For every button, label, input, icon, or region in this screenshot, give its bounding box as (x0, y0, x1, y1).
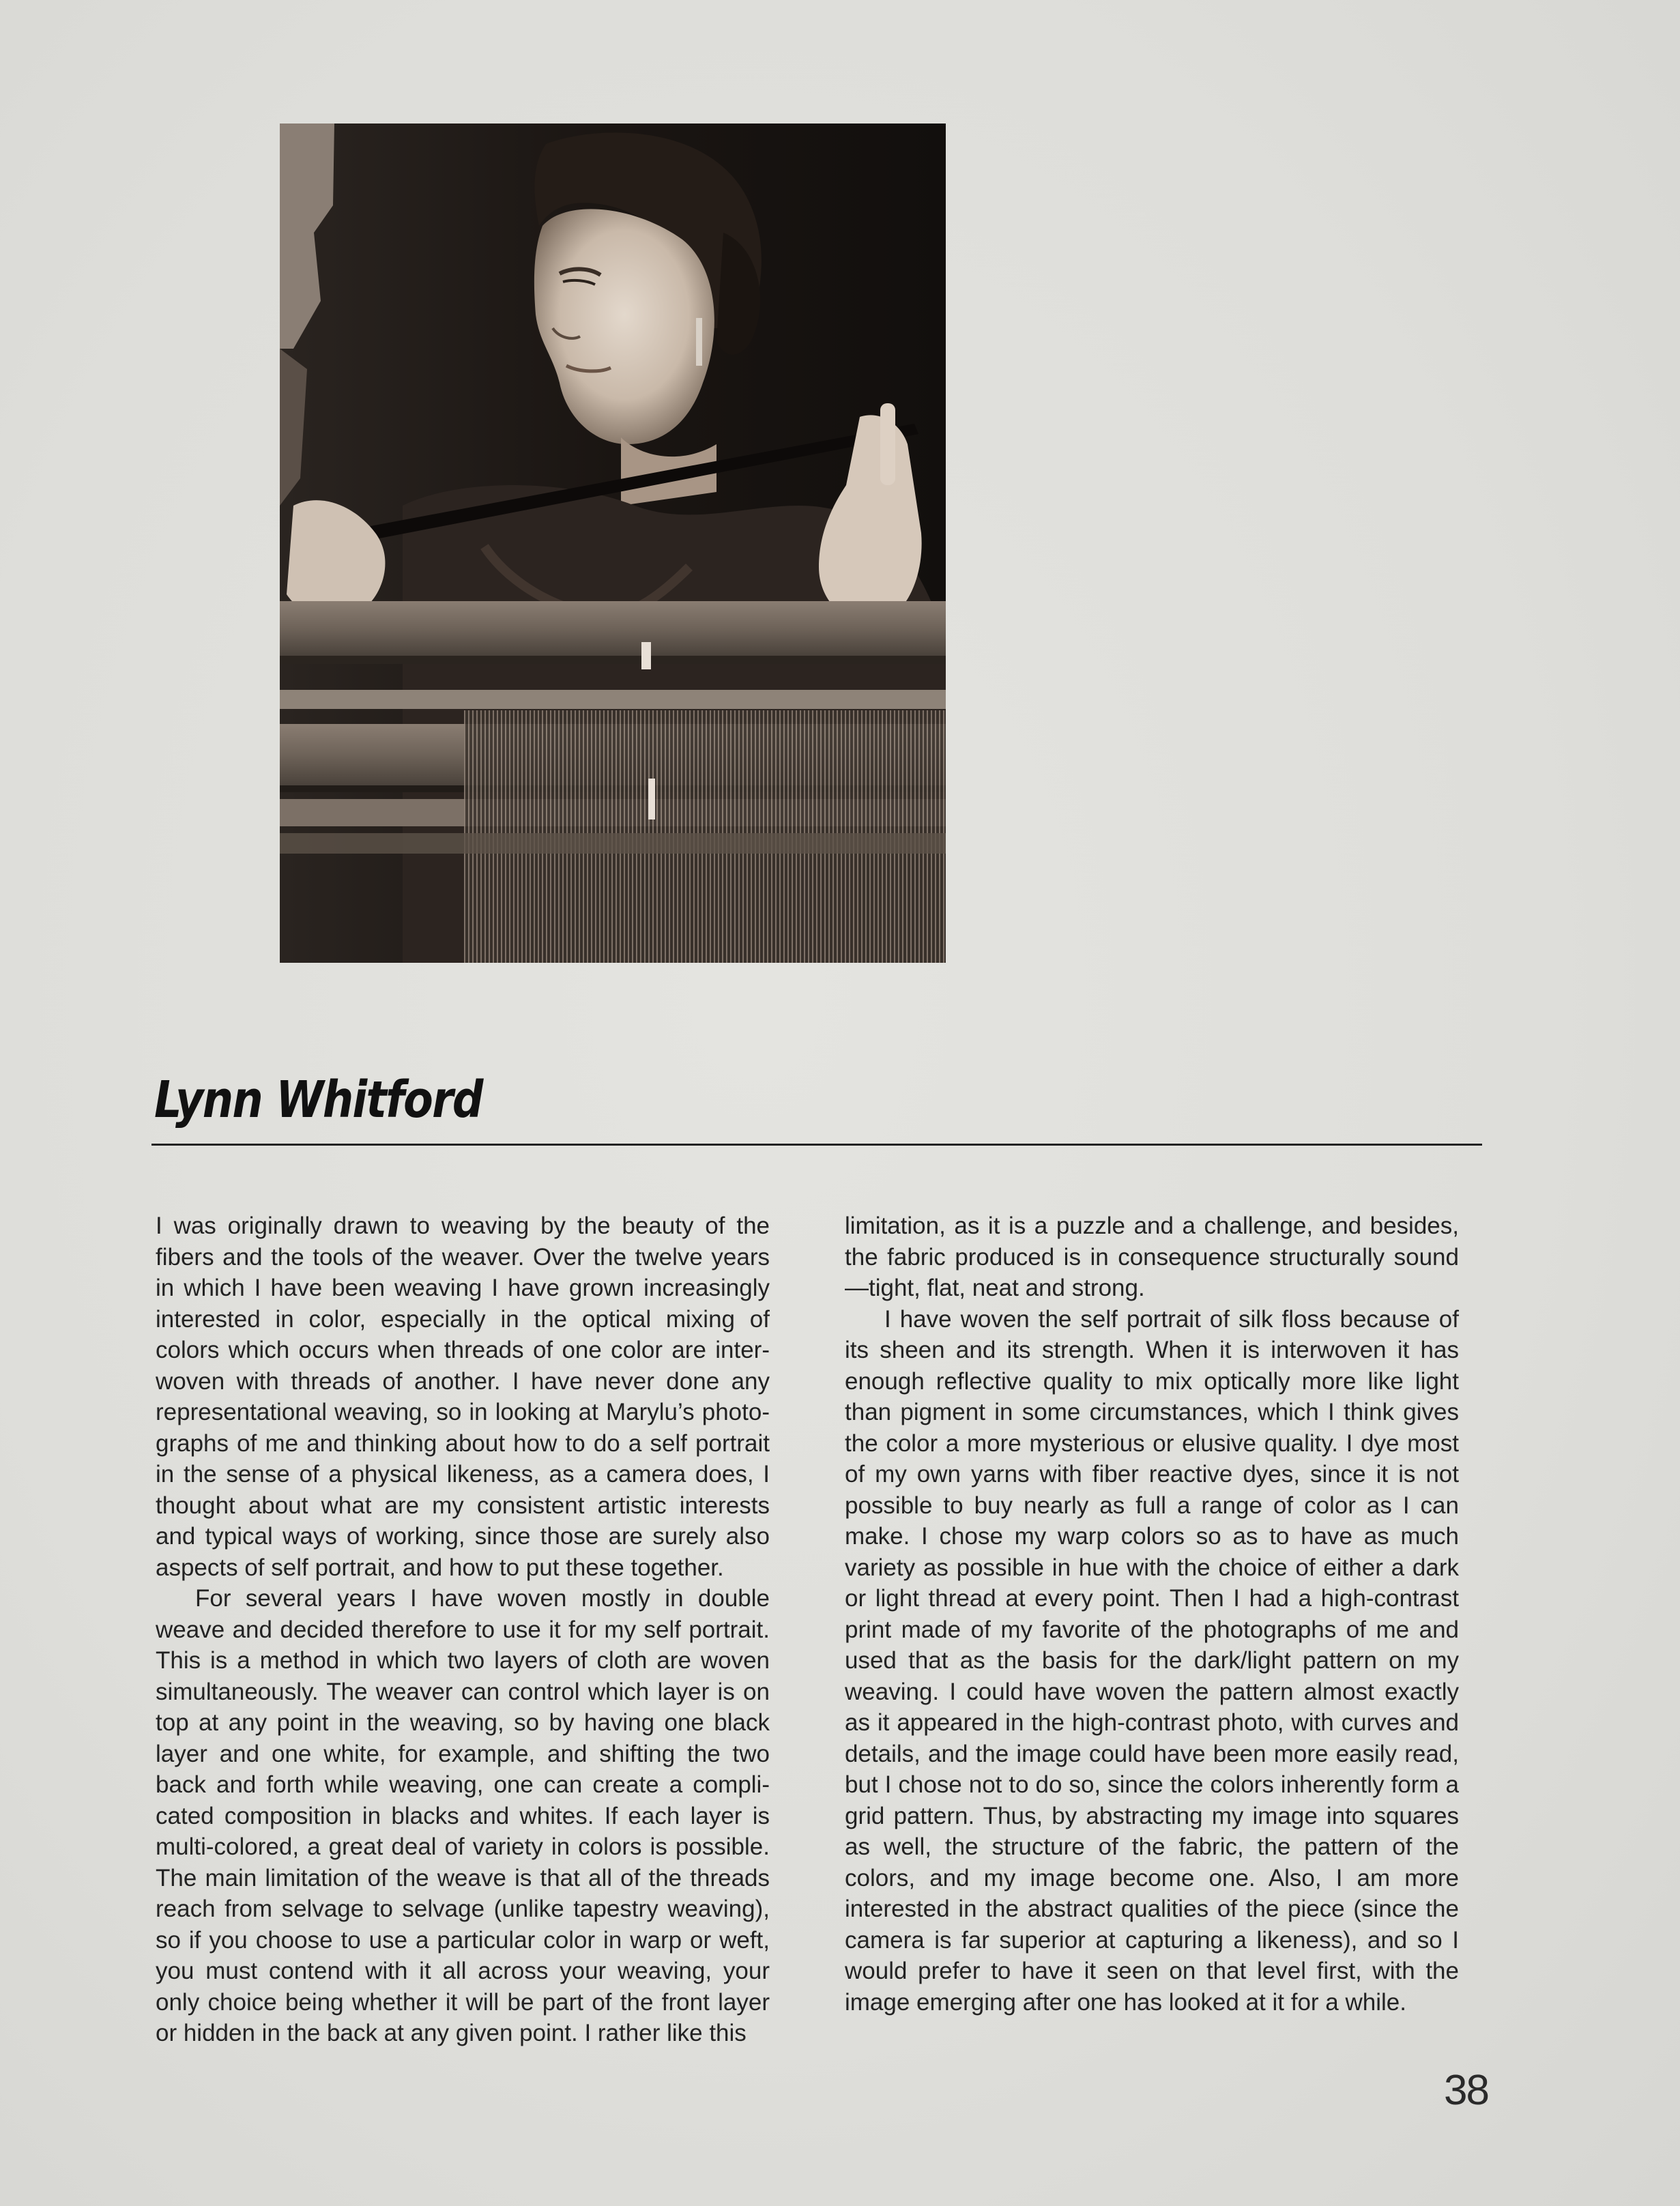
author-name: Lynn Whitford (154, 1071, 482, 1129)
portrait-photo (280, 124, 946, 963)
page-number: 38 (1444, 2067, 1488, 2114)
title-rule (151, 1144, 1482, 1146)
paragraph: limitation, as it is a puzzle and a challenge, and besides, the fabric produced is in consequence structurally sound —tight, flat, neat and strong. (845, 1213, 1459, 1301)
text-column-right (845, 1210, 1459, 2018)
paragraph: I was originally drawn to weaving by the beauty of the fibers and the tools of the weaver. Over the twelve years in which I have been weaving I have grown increasingly interested in color, especially in the optical mixing of colors which occurs when threads of one color are inter-woven with threads of another. I have never done any representational weaving, so in looking at Marylu’s photo-graphs of me and thinking about how to do a self portrait in the sense of a physical likeness, as a camera does, I thought about what are my consistent artistic interests and typical ways of working, since those are surely also aspects of self portrait, and how to put these together. (156, 1213, 770, 1581)
paragraph: I have woven the self portrait of silk floss because of its sheen and its strength. When it is interwoven it has enough reflective quality to mix optically more like light than pigment in some circumstances, which I think gives the color a more mysterious or elusive quality. I dye most of my own yarns with fiber reactive dyes, since it is not possible to buy nearly as full a range of color as I can make. I chose my warp colors so as to have as much variety as possible in hue with the choice of either a dark or light thread at every point. Then I had a high-contrast print made of my favorite of the photographs of me and used that as the basis for the dark/light pattern on my weaving. I could have woven the pattern almost exactly as it appeared in the high-contrast photo, with curves and details, and the image could have been more easily read, but I chose not to do so, since the colors inherently form a grid pattern. Thus, by abstracting my image into squares as well, the structure of the fabric, the pattern of the colors, and my image become one. Also, I am more interested in the abstract qualities of the piece (since the camera is far superior at capturing a likeness), and so I would prefer to have it seen on that level first, with the image emerging after one has looked at it for a while. (845, 1305, 1459, 2016)
portrait-photo-image (280, 124, 946, 963)
text-column-left (156, 1210, 770, 2049)
paragraph: For several years I have woven mostly in double weave and decided therefore to use it for my self portrait. This is a method in which two layers of cloth are woven simultaneously. The weaver can control which layer is on top at any point in the weaving, so by having one black layer and one white, for example, and shifting the two back and forth while weaving, one can create a compli-cated composition in blacks and whites. If each layer is multi-colored, a great deal of variety in colors is possible. The main limitation of the weave is that all of the threads reach from selvage to selvage (unlike tapestry weaving), so if you choose to use a particular color in warp or weft, you must contend with it all across your weaving, your only choice being whether it will be part of the front layer or hidden in the back at any given point. I rather like this (156, 1585, 770, 2046)
